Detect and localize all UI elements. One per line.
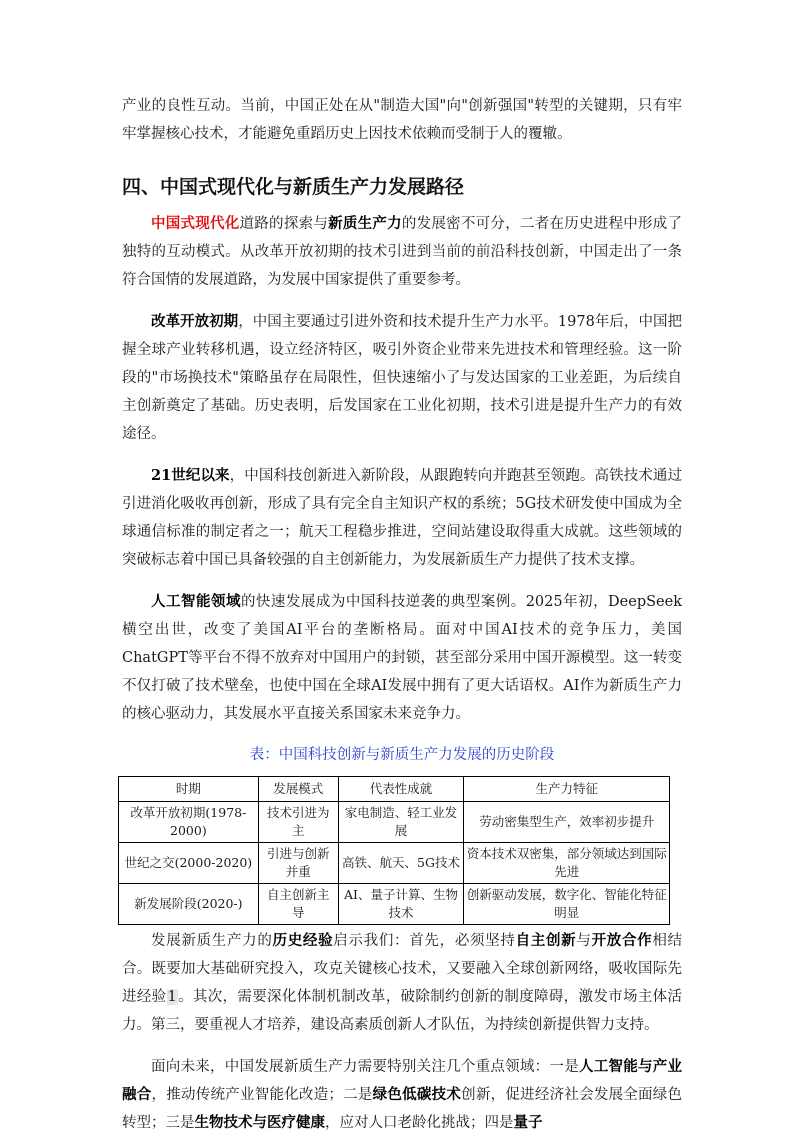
table-header-cell: 时期 [119,777,259,802]
table-header-cell: 生产力特征 [464,777,670,802]
paragraph-21st-century: 21世纪以来，中国科技创新进入新阶段，从跟跑转向并跑甚至领跑。高铁技术通过引进消化吸收再创新，形成了具有完全自主知识产权的系统；5G技术研发使中国成为全球通信标准的制定者之一；航天工程稳步推进，空间站建设取得重大成就。这些领域的突破标志着中国已具备较强的自主创新能力，为发展新质生产力提供了技术支撑。 [122,467,682,568]
table-header-cell: 发展模式 [258,777,338,802]
table-cell: 自主创新主导 [258,884,338,925]
bold-term: 量子 [513,1114,543,1131]
table-header-cell: 代表性成就 [338,777,464,802]
table-caption: 表：中国科技创新与新质生产力发展的历史阶段 [249,747,555,763]
intro-paragraph: 产业的良性互动。当前，中国正处在从"制造大国"向"创新强国"转型的关键期，只有牢牢掌握核心技术，才能避免重蹈历史上因技术依赖而受制于人的覆辙。 [122,98,682,142]
paragraph-reform-era: 改革开放初期，中国主要通过引进外资和技术提升生产力水平。1978年后，中国把握全球产业转移机遇，设立经济特区，吸引外资企业带来先进技术和管理经验。这一阶段的"市场换技术"策略虽存在局限性，但快速缩小了与发达国家的工业差距，为后续自主创新奠定了基础。历史表明，后发国家在工业化初期，技术引进是提升生产力的有效途径。 [122,313,683,442]
bold-term: 绿色低碳技术 [372,1086,462,1103]
table-cell: 资本技术双密集，部分领域达到国际先进 [464,843,670,884]
table-cell: 创新驱动发展，数字化、智能化特征明显 [464,884,670,925]
document-page [122,92,682,1137]
section-heading: 四、中国式现代化与新质生产力发展路径 [122,176,465,198]
table-cell: 世纪之交(2000-2020) [119,843,259,884]
table-row [119,884,670,925]
highlight-term: 中国式现代化 [151,215,240,232]
paragraph-history-lessons: 发展新质生产力的历史经验启示我们：首先，必须坚持自主创新与开放合作相结合。既要加大基础研究投入，攻克关键核心技术，又要融入全球创新网络，吸收国际先进经验1。其次，需要深化体制机制改革，破除制约创新的制度障碍，激发市场主体活力。第三，要重视人才培养，建设高素质创新人才队伍，为持续创新提供智力支持。 [122,932,683,1033]
citation-marker[interactable]: 1 [167,989,177,1005]
bold-term: 21世纪以来 [151,467,230,484]
table-row [119,802,670,843]
table-cell: 高铁、航天、5G技术 [338,843,464,884]
bold-term: 生物技术与医疗健康 [194,1114,325,1131]
history-stage-table [118,776,670,925]
bold-term: 历史经验 [272,932,334,949]
bold-term: 改革开放初期 [151,313,239,330]
paragraph-future-fields: 面向未来，中国发展新质生产力需要特别关注几个重点领域：一是人工智能与产业融合，推动传统产业智能化改造；二是绿色低碳技术创新，促进经济社会发展全面绿色转型；三是生物技术与医疗健康，应对人口老龄化挑战；四是量子 [122,1058,683,1131]
bold-term: 新质生产力 [328,215,402,232]
paragraph-ai: 人工智能领域的快速发展成为中国科技逆袭的典型案例。2025年初，DeepSeek横空出世，改变了美国AI平台的垄断格局。面对中国AI技术的竞争压力，美国ChatGPT等平台不得不放弃对中国用户的封锁，甚至部分采用中国开源模型。这一转变不仅打破了技术壁垒，也使中国在全球AI发展中拥有了更大话语权。AI作为新质生产力的核心驱动力，其发展水平直接关系国家未来竞争力。 [122,593,683,722]
table-cell: 改革开放初期(1978-2000) [119,802,259,843]
table-cell: 引进与创新并重 [258,843,338,884]
table-header-row [119,777,670,802]
bold-term: 人工智能领域 [151,593,241,610]
paragraph-modernization: 中国式现代化道路的探索与新质生产力的发展密不可分，二者在历史进程中形成了独特的互动模式。从改革开放初期的技术引进到当前的前沿科技创新，中国走出了一条符合国情的发展道路，为发展中国家提供了重要参考。 [122,215,683,288]
table-cell: 技术引进为主 [258,802,338,843]
table-cell: 新发展阶段(2020-) [119,884,259,925]
table-row [119,843,670,884]
table-cell: AI、量子计算、生物技术 [338,884,464,925]
bold-term: 开放合作 [591,932,653,949]
table-cell: 劳动密集型生产，效率初步提升 [464,802,670,843]
bold-term: 人工智能与产业融合 [122,1058,683,1103]
table-cell: 家电制造、轻工业发展 [338,802,464,843]
bold-term: 自主创新 [515,932,577,949]
